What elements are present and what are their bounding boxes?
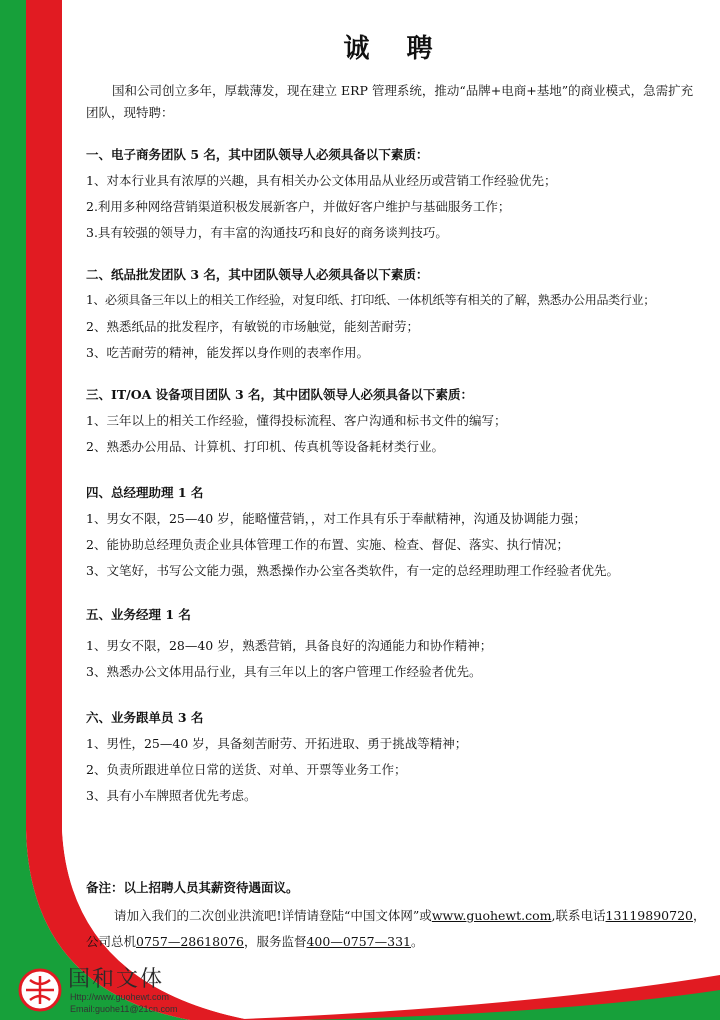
requirement-item: 1、男女不限，25—40 岁，能略懂营销，，对工作具有乐于奉献精神，沟通及协调能力强； — [86, 511, 586, 526]
section-title: 一、电子商务团队 5 名，其中团队领导人必须具备以下素质： — [86, 147, 429, 162]
guohe-logo-icon — [18, 968, 62, 1012]
company-logo — [18, 962, 218, 1020]
hotline-number: 400—0757—331 — [306, 934, 411, 949]
logo-email[interactable]: Email:guohe11@21cn.com — [70, 1004, 178, 1014]
contact-text: 。 — [411, 934, 424, 949]
requirement-item: 1、必须具备三年以上的相关工作经验，对复印纸、打印纸、一体机纸等有相关的了解，熟悉办公用品类行业； — [86, 293, 655, 307]
contact-line — [114, 906, 706, 924]
requirement-item: 2、熟悉纸品的批发程序，有敏锐的市场触觉，能刻苦耐劳； — [86, 319, 419, 334]
section-title: 六、业务跟单员 3 名 — [86, 710, 204, 725]
contact-text: 请加入我们的二次创业洪流吧!详情请登陆“中国文体网”或 — [114, 908, 432, 923]
contact-text: 公司总机 — [86, 934, 137, 949]
requirement-item: 3、具有小车牌照者优先考虑。 — [86, 788, 257, 803]
section-title: 四、总经理助理 1 名 — [86, 485, 204, 500]
contact-text: ， — [692, 908, 706, 923]
requirement-item: 1、对本行业具有浓厚的兴趣，具有相关办公文体用品从业经历或营销工作经验优先； — [86, 173, 557, 188]
phone-number: 13119890720 — [605, 908, 693, 923]
requirement-item: 3.具有较强的领导力，有丰富的沟通技巧和良好的商务谈判技巧。 — [86, 225, 448, 240]
requirement-item: 2.利用多种网络营销渠道积极发展新客户，并做好客户维护与基础服务工作； — [86, 199, 511, 214]
requirement-item: 1、男性，25—40 岁，具备刻苦耐劳、开拓进取、勇于挑战等精神； — [86, 736, 468, 751]
requirement-item: 1、男女不限，28—40 岁，熟悉营销，具备良好的沟通能力和协作精神； — [86, 638, 493, 653]
section-title: 三、IT/OA 设备项目团队 3 名，其中团队领导人必须具备以下素质： — [86, 387, 474, 402]
section-title: 二、纸品批发团队 3 名，其中团队领导人必须具备以下素质： — [86, 267, 429, 282]
section-title: 五、业务经理 1 名 — [86, 607, 191, 622]
requirement-item: 3、熟悉办公文体用品行业，具有三年以上的客户管理工作经验者优先。 — [86, 664, 482, 679]
requirement-item: 3、文笔好，书写公文能力强，熟悉操作办公室各类软件，有一定的总经理助理工作经验者优先。 — [86, 563, 619, 578]
recruitment-notice — [80, 0, 710, 1020]
requirement-item: 2、熟悉办公用品、计算机、打印机、传真机等设备耗材类行业。 — [86, 439, 444, 454]
contact-text: ，服务监督 — [243, 934, 307, 949]
requirement-item: 3、吃苦耐劳的精神，能发挥以身作则的表率作用。 — [86, 345, 369, 360]
switchboard-number: 0757—28618076 — [136, 934, 244, 949]
website-link[interactable]: www.guohewt.com — [431, 908, 552, 923]
requirement-item: 2、负责所跟进单位日常的送货、对单、开票等业务工作； — [86, 762, 407, 777]
page-title: 诚 聘 — [343, 34, 447, 64]
logo-name: 国和文体 — [68, 967, 165, 992]
logo-url[interactable]: Http://www.guohewt.com — [70, 992, 170, 1002]
intro-paragraph: 国和公司创立多年，厚载薄发，现在建立 ERP 管理系统，推动“品牌+电商+基地”的商业模式，急需扩充团队，现特聘： — [86, 83, 694, 120]
salary-note: 备注：以上招聘人员其薪资待遇面议。 — [86, 880, 299, 895]
contact-line — [86, 932, 424, 950]
contact-text: ,联系电话 — [551, 908, 606, 923]
requirement-item: 2、能协助总经理负责企业具体管理工作的布置、实施、检查、督促、落实、执行情况； — [86, 537, 569, 552]
requirement-item: 1、三年以上的相关工作经验，懂得投标流程、客户沟通和标书文件的编写； — [86, 413, 507, 428]
